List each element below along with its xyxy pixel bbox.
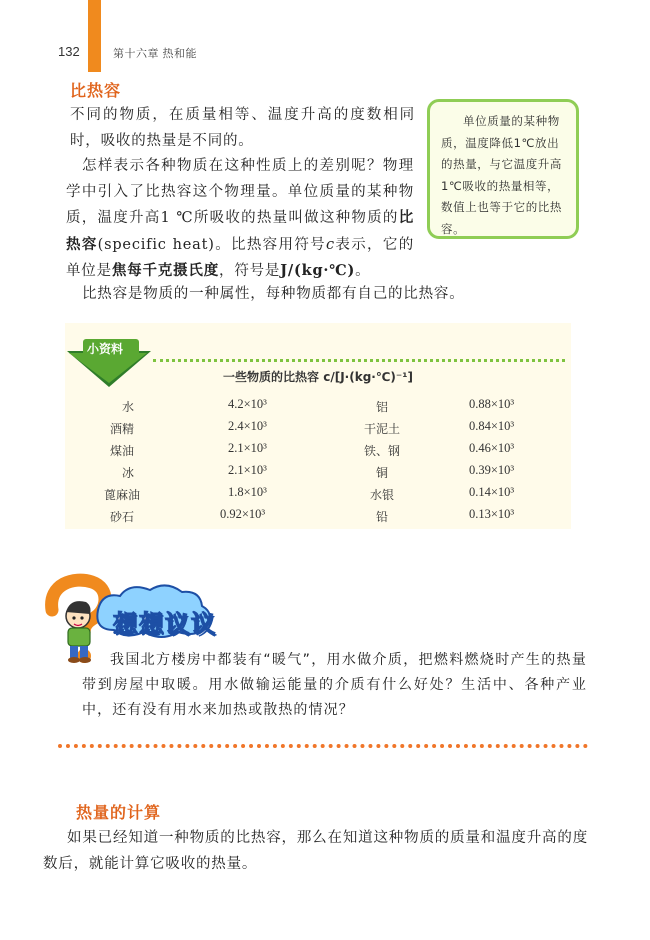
- side-note-text: 单位质量的某种物质，温度降低1℃放出的热量，与它温度升高1℃吸收的热量相等，数值上也等于它的比热容。: [441, 114, 562, 236]
- definition-text-b: (specific heat)。比热容用符号: [97, 236, 326, 253]
- paragraph-intro: [70, 103, 415, 154]
- definition-text-d: ，符号是: [219, 263, 281, 279]
- unit-name: 焦每千克摄氏度: [111, 262, 220, 279]
- table-cell-value: 2.1×10³: [228, 441, 267, 455]
- unit-symbol: J/(kg·℃): [280, 262, 356, 279]
- table-cell-value: 0.14×10³: [469, 485, 515, 499]
- table-cell-value: 1.8×10³: [228, 485, 267, 499]
- section-title-heat-calculation: 热量的计算: [76, 803, 162, 822]
- table-cell-name: 铜: [376, 466, 389, 480]
- paragraph-heat-calculation-text: 如果已经知道一种物质的比热容，那么在知道这种物质的质量和温度升高的度数后，就能计算它吸收的热量。: [43, 830, 588, 872]
- definition-text-a: 怎样表示各种物质在这种性质上的差别呢？物理学中引入了比热容这个物理量。单位质量的某种物质，温度升高1 ℃所吸收的热量叫做这种物质的: [66, 158, 414, 226]
- table-cell-name: 铁、钢: [364, 444, 401, 458]
- table-cell-name: 水: [122, 400, 135, 414]
- table-cell-name: 水银: [370, 488, 395, 502]
- table-cell-name: 砂石: [110, 510, 135, 524]
- table-cell-value: 0.92×10³: [220, 507, 266, 521]
- table-cell-value: 0.88×10³: [469, 397, 515, 411]
- page-number: 132: [58, 44, 80, 59]
- table-cell-value: 0.46×10³: [469, 441, 515, 455]
- section-title-specific-heat: 比热容: [70, 81, 122, 100]
- header-accent-bar: [88, 0, 101, 72]
- paragraph-property-text: 比热容是物质的一种属性，每种物质都有自己的比热容。: [82, 286, 465, 302]
- table-cell-name: 铅: [376, 510, 389, 524]
- paragraph-heat-calculation: [43, 826, 588, 877]
- table-cell-name: 铝: [376, 400, 389, 414]
- table-cell-name: 冰: [122, 466, 135, 480]
- table-cell-value: 0.84×10³: [469, 419, 515, 433]
- symbol-c: c: [325, 236, 335, 253]
- paragraph-intro-text: 不同的物质，在质量相等、温度升高的度数相同时，吸收的热量是不同的。: [70, 107, 415, 149]
- table-title: 一些物质的比热容 c/[J·(kg·℃)⁻¹]: [223, 370, 413, 384]
- think-discuss-title: 想想议议: [113, 610, 217, 638]
- table-cell-value: 4.2×10³: [228, 397, 267, 411]
- info-box: [65, 323, 571, 529]
- paragraph-property: [66, 282, 576, 308]
- info-tag-label: 小资料: [87, 342, 124, 356]
- table-cell-value: 0.39×10³: [469, 463, 515, 477]
- side-note-box: [427, 99, 579, 239]
- table-cell-name: 干泥土: [364, 422, 401, 436]
- chapter-header: 第十六章 热和能: [113, 48, 198, 60]
- table-cell-name: 酒精: [110, 422, 135, 436]
- think-discuss-text: 我国北方楼房中都装有“暖气”，用水做介质，把燃料燃烧时产生的热量带到房屋中取暖。用水做输运能量的介质有什么好处？生活中、各种产业中，还有没有用水来加热或散热的情况？: [82, 652, 587, 718]
- table-cell-value: 2.4×10³: [228, 419, 267, 433]
- definition-text-c: 表示，它的单位是: [66, 236, 415, 279]
- think-divider: [58, 744, 588, 748]
- term-specific-heat: 比热容: [66, 209, 414, 253]
- table-cell-name: 蓖麻油: [104, 488, 141, 502]
- table-cell-value: 2.1×10³: [228, 463, 267, 477]
- table-cell-value: 0.13×10³: [469, 507, 515, 521]
- paragraph-definition: [66, 154, 414, 285]
- table-cell-name: 煤油: [110, 444, 135, 458]
- info-divider: [153, 359, 565, 362]
- definition-text-e: 。: [355, 263, 371, 279]
